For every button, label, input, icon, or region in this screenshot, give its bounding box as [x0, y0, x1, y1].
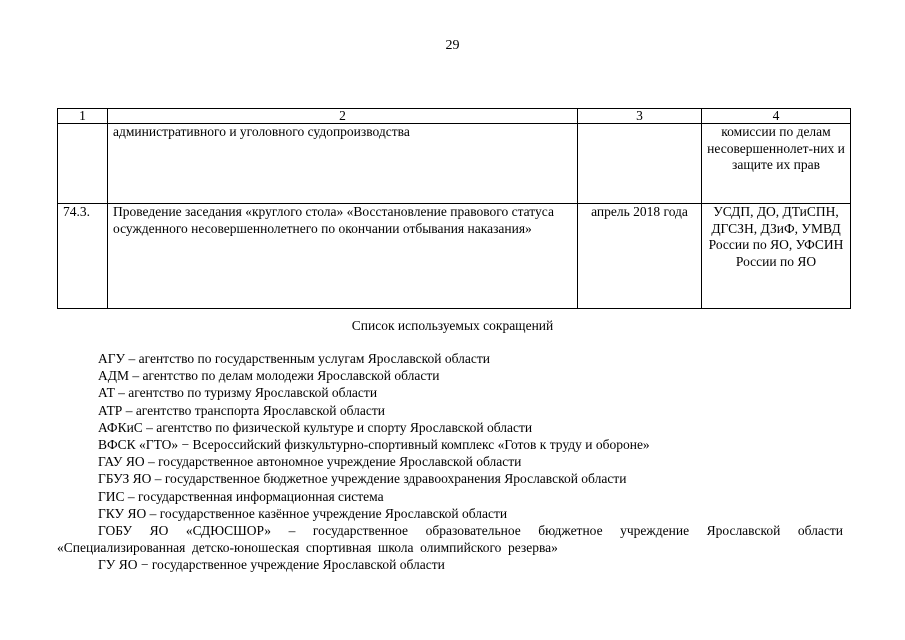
abbreviation-item: ГБУЗ ЯО – государственное бюджетное учреждение здравоохранения Ярославской области — [98, 471, 627, 487]
header-cell-2: 2 — [108, 109, 578, 124]
abbreviation-item: ВФСК «ГТО» − Всероссийский физкультурно-спортивный комплекс «Готов к труду и обороне» — [98, 437, 650, 453]
table-row — [58, 124, 851, 204]
abbreviation-item: АГУ – агентство по государственным услугам Ярославской области — [98, 351, 490, 366]
abbreviation-item: АДМ – агентство по делам молодежи Ярославской области — [98, 368, 440, 384]
table-row — [58, 204, 851, 309]
header-cell-1: 1 — [58, 109, 108, 124]
event-cell: административного и уголовного судопроизводства — [108, 124, 578, 204]
abbreviation-item: ГАУ ЯО – государственное автономное учреждение Ярославской области — [98, 454, 522, 470]
abbreviations-list — [57, 350, 843, 574]
abbreviation-item: АТР – агентство транспорта Ярославской области — [98, 402, 385, 418]
measures-table — [57, 108, 851, 309]
responsible-cell: комиссии по делам несовершеннолет-них и защите их прав — [702, 124, 851, 204]
abbreviation-item: ГКУ ЯО – государственное казённое учреждение Ярославской области — [98, 505, 508, 521]
abbreviation-item: АТ – агентство по туризму Ярославской области — [98, 385, 378, 401]
abbreviation-item: АФКиС – агентство по физической культуре и спорту Ярославской области — [98, 419, 533, 435]
event-cell: Проведение заседания «круглого стола» «Восстановление правового статуса осужденного несовершеннолетнего по окончании отбывания наказания» — [108, 204, 578, 309]
responsible-cell: УСДП, ДО, ДТиСПН, ДГСЗН, ДЗиФ, УМВД России по ЯО, УФСИН России по ЯО — [702, 204, 851, 309]
page-number: 29 — [445, 38, 460, 53]
date-cell — [578, 124, 702, 204]
abbreviation-item: ГОБУ ЯО «СДЮСШОР» – государственное образовательное бюджетное учреждение Ярославской области «Специализированная детско-юношеская спортивная школа олимпийского резерва» — [57, 523, 843, 556]
abbreviation-item: ГИС – государственная информационная система — [98, 488, 384, 504]
header-cell-3: 3 — [578, 109, 702, 124]
abbreviations-title: Список используемых сокращений — [351, 318, 554, 333]
abbreviation-item: ГУ ЯО − государственное учреждение Ярославской области — [98, 557, 445, 573]
table-header-row — [58, 109, 851, 124]
date-cell: апрель 2018 года — [578, 204, 702, 309]
row-number-cell — [58, 124, 108, 204]
row-number-cell: 74.3. — [58, 204, 108, 309]
header-cell-4: 4 — [702, 109, 851, 124]
